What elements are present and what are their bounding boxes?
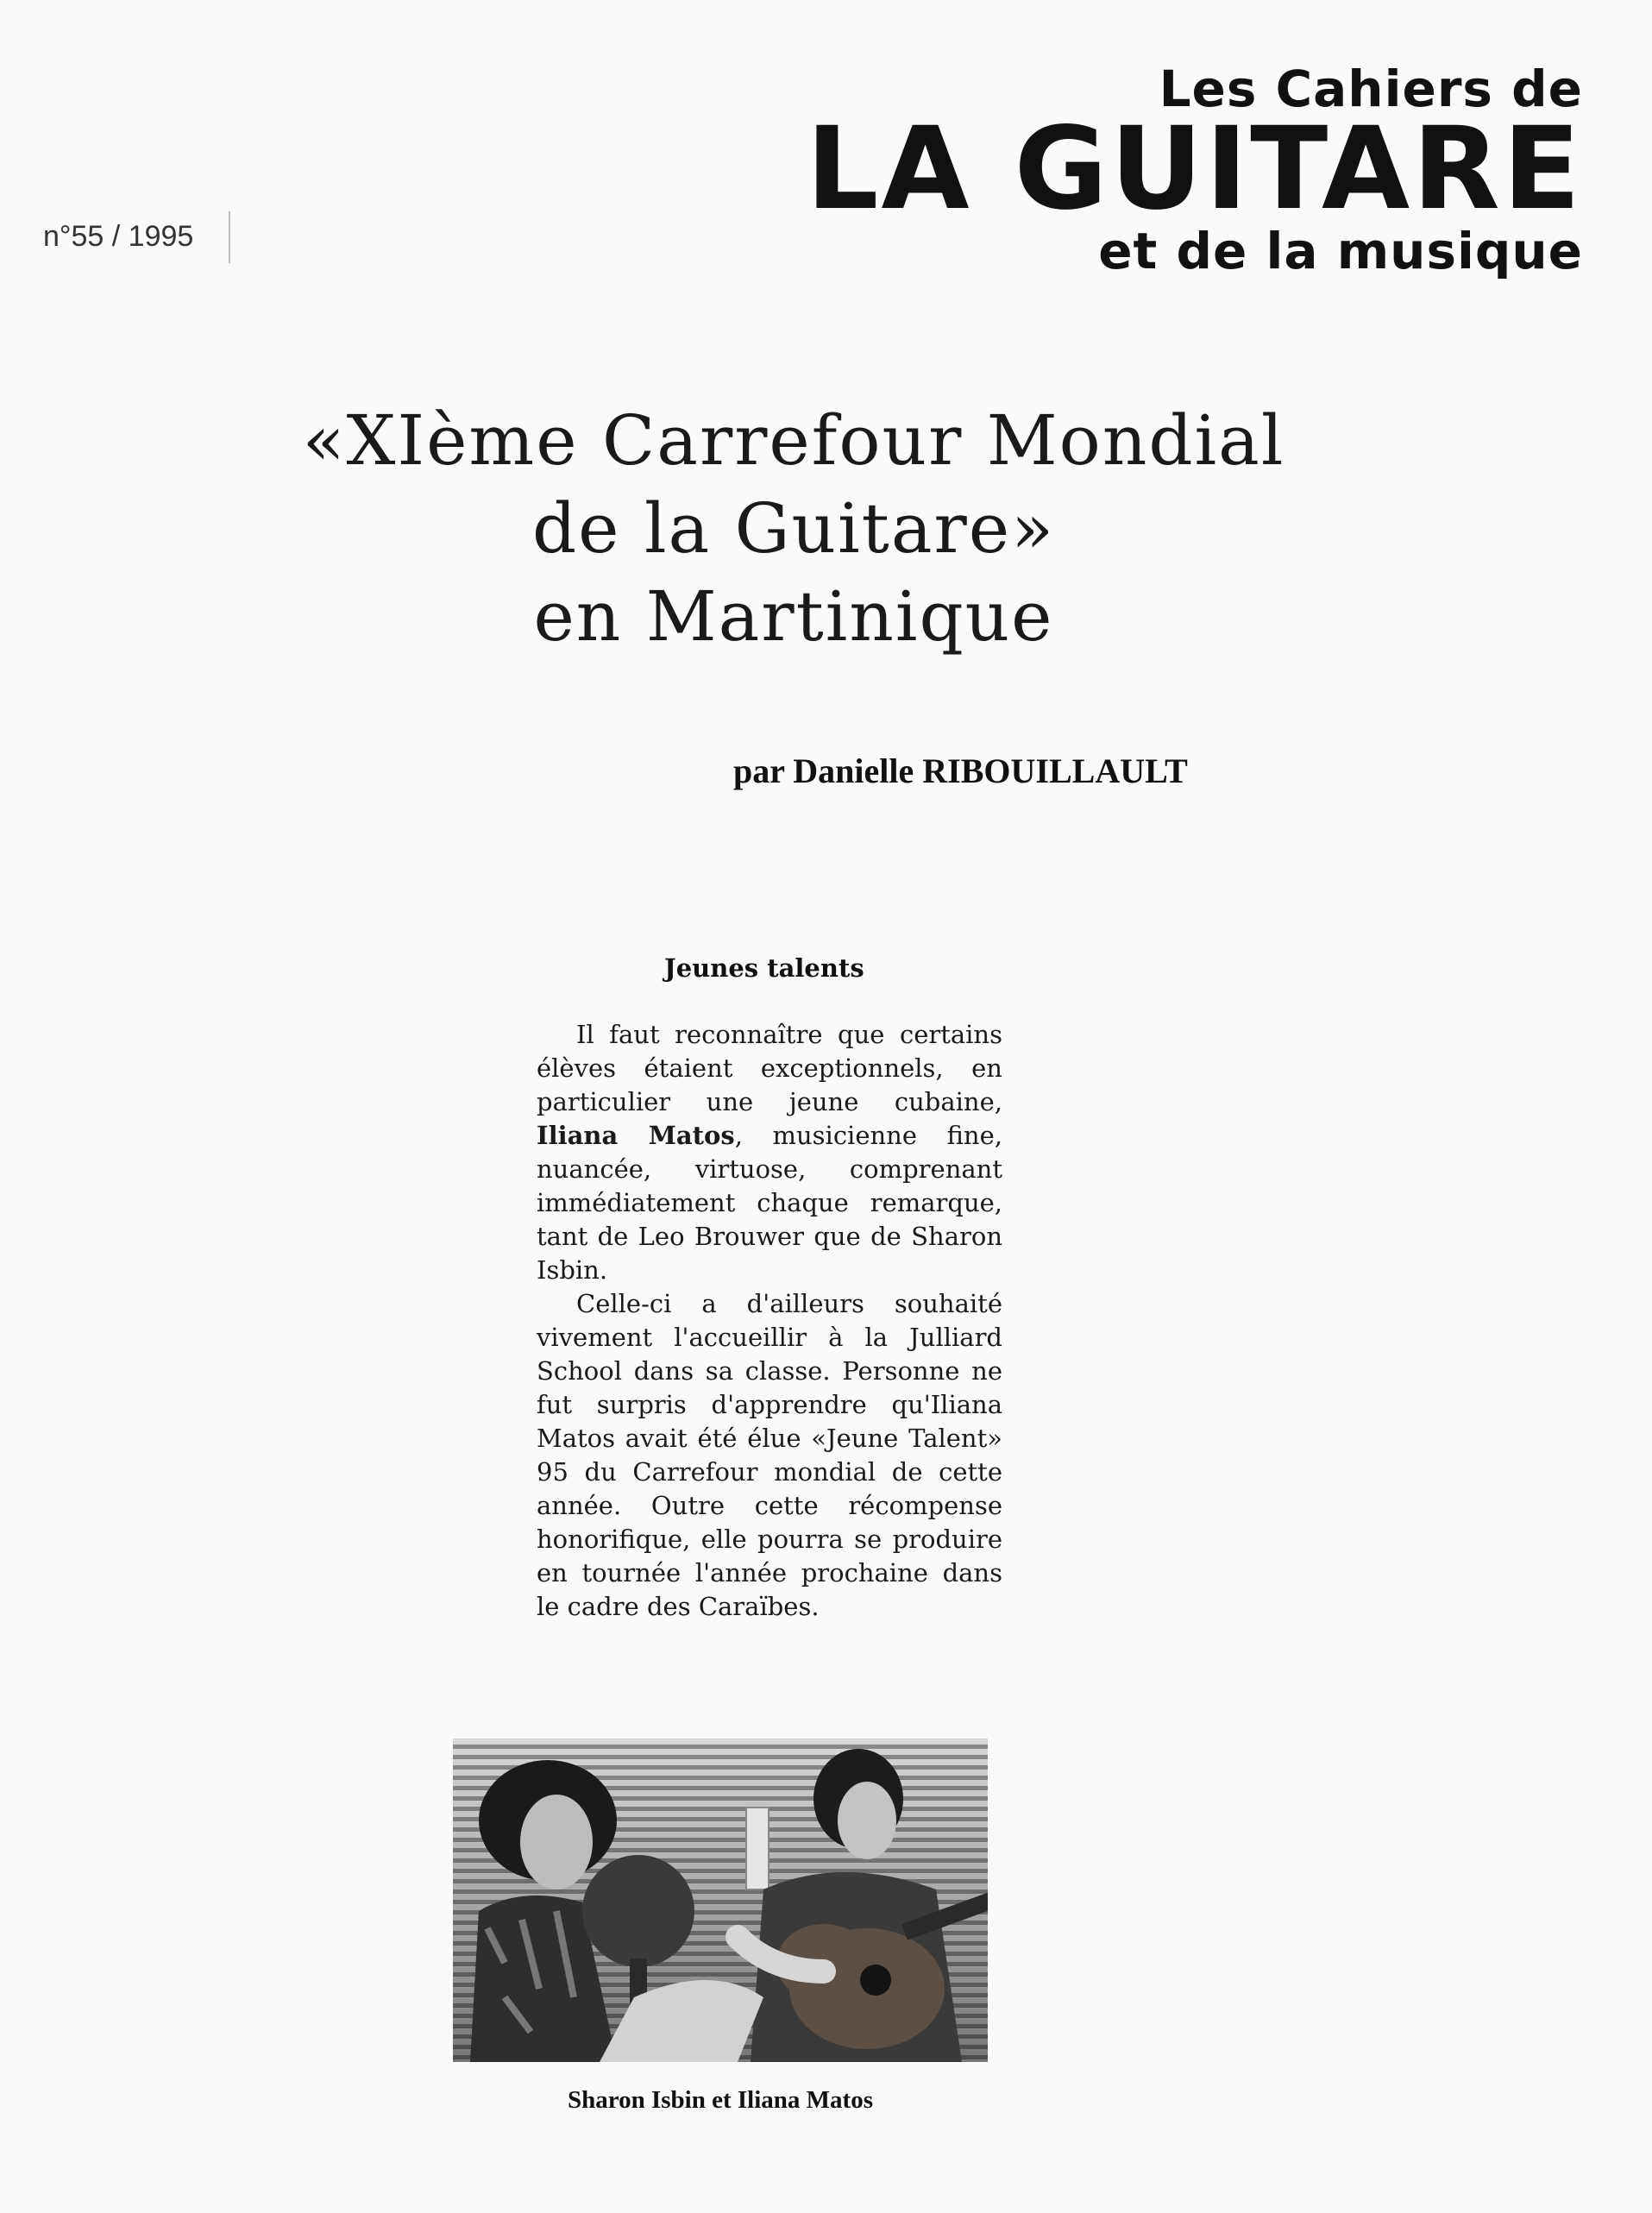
paragraph-1-end: , musicienne fine, nuancée, virtuose, comprenant immédiatement chaque remarque, tant de Leo Brouwer que de Sharon Isbin.: [537, 1121, 1002, 1285]
title-line-2: de la Guitare»: [531, 488, 1056, 569]
masthead: [806, 60, 1583, 281]
masthead-line-3: et de la musique: [1098, 222, 1583, 280]
issue-divider: [229, 211, 230, 263]
title-line-1: «XIème Carrefour Mondial: [302, 400, 1285, 481]
photo-illustration: [453, 1738, 988, 2062]
masthead-title: LA GUITARE: [806, 103, 1583, 236]
paragraph-2: Celle-ci a d'ailleurs souhaité vivement l'accueillir à la Julliard School dans sa classe. Personne ne fut surpris d'apprendre qu'Iliana Matos avait été élue «Jeune Talent» 95 du Carrefour mondial de cette année. Outre cette récompense honorifique, elle pourra se produire en tournée l'année prochaine dans le cadre des Caraïbes.: [537, 1289, 1002, 1621]
paragraph-1: [537, 1018, 1002, 1287]
photo-caption: Sharon Isbin et Iliana Matos: [568, 2086, 873, 2114]
highlighted-name: Iliana Matos: [537, 1121, 735, 1150]
article-title: [293, 397, 1294, 661]
article-column: [537, 1018, 1002, 1624]
issue-number: n°55 / 1995: [43, 220, 194, 253]
section-heading: Jeunes talents: [664, 953, 864, 983]
paragraph-1-start: Il faut reconnaître que certains élèves étaient exceptionnels, en particulier une jeune cubaine,: [537, 1020, 1002, 1116]
title-line-3: en Martinique: [533, 576, 1054, 657]
article-photo: [453, 1738, 988, 2062]
masthead-line-1: Les Cahiers de: [1159, 60, 1583, 118]
byline: par Danielle RIBOUILLAULT: [733, 751, 1188, 790]
